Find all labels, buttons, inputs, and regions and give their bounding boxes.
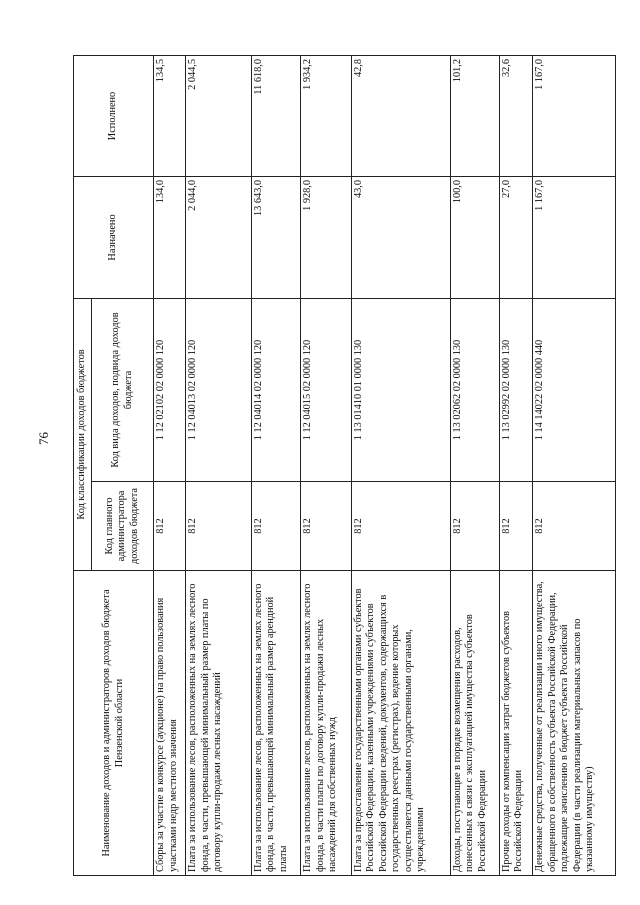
row-name: Сборы за участие в конкурсе (аукционе) на право пользования участками недр местного значения [154, 571, 186, 876]
row-executed: 1 167,0 [533, 55, 616, 176]
rotated-table-container [73, 56, 616, 876]
row-executed: 32,6 [499, 55, 532, 176]
row-admin-code: 812 [251, 482, 300, 571]
row-executed: 134,5 [154, 55, 186, 176]
table-row [533, 55, 616, 875]
row-name: Плата за использование лесов, расположенных на землях лесного фонда, в части, превышающей минимальный размер платы по договору купли-продажи лесных насаждений [186, 571, 251, 876]
row-assigned: 100,0 [450, 176, 499, 298]
row-revenue-code: 1 13 01410 01 0000 130 [351, 298, 450, 481]
row-assigned: 2 044,0 [186, 176, 251, 298]
row-admin-code: 812 [301, 482, 352, 571]
row-executed: 101,2 [450, 55, 499, 176]
table-row [186, 55, 251, 875]
table-row [251, 55, 300, 875]
row-admin-code: 812 [351, 482, 450, 571]
budget-table [73, 55, 616, 876]
row-assigned: 13 643,0 [251, 176, 300, 298]
row-admin-code: 812 [154, 482, 186, 571]
row-revenue-code: 1 14 14022 02 0000 440 [533, 298, 616, 481]
row-revenue-code: 1 12 02102 02 0000 120 [154, 298, 186, 481]
row-executed: 11 618,0 [251, 55, 300, 176]
header-code-group: Код классификации доходов бюджетов [74, 298, 92, 570]
row-admin-code: 812 [533, 482, 616, 571]
row-admin-code: 812 [186, 482, 251, 571]
header-assigned: Назначено [74, 176, 154, 298]
row-executed: 2 044,5 [186, 55, 251, 176]
header-revenue-code: Код вида доходов, подвида доходов бюджета [92, 298, 154, 481]
row-assigned: 134,0 [154, 176, 186, 298]
row-name: Плата за использование лесов, расположенных на землях лесного фонда, в части, превышающей минимальный размер арендной платы [251, 571, 300, 876]
row-name: Плата за предоставление государственными органами субъектов Российской Федерации, казенными учреждениями субъектов Российской Федерации сведений, документов, содержащихся в государственных реестрах (регистрах), ведение которых осуществляется данными государственными органами, учреждениями [351, 571, 450, 876]
header-admin-code: Код главного администратора доходов бюджета [92, 482, 154, 571]
row-revenue-code: 1 12 04014 02 0000 120 [251, 298, 300, 481]
table-row [499, 55, 532, 875]
row-assigned: 1 167,0 [533, 176, 616, 298]
row-revenue-code: 1 13 02062 02 0000 130 [450, 298, 499, 481]
row-assigned: 27,0 [499, 176, 532, 298]
row-name: Доходы, поступающие в порядке возмещения расходов, понесенных в связи с эксплуатацией имущества субъектов Российской Федерации [450, 571, 499, 876]
row-name: Прочие доходы от компенсации затрат бюджетов субъектов Российской Федерации [499, 571, 532, 876]
row-name: Плата за использование лесов, расположенных на землях лесного фонда, в части платы по договору купли-продажи лесных насаждений для собственных нужд [301, 571, 352, 876]
table-row [154, 55, 186, 875]
row-name: Денежные средства, полученные от реализации иного имущества, обращенного в собственность субъекта Российской Федерации, подлежащие зачислению в бюджет субъекта Российской Федерации (в части реализации материальных запасов по указанному имуществу) [533, 571, 616, 876]
row-revenue-code: 1 12 04015 02 0000 120 [301, 298, 352, 481]
header-executed: Исполнено [74, 55, 154, 176]
row-assigned: 43,0 [351, 176, 450, 298]
row-executed: 1 934,2 [301, 55, 352, 176]
table-row [301, 55, 352, 875]
row-revenue-code: 1 13 02992 02 0000 130 [499, 298, 532, 481]
row-revenue-code: 1 12 04013 02 0000 120 [186, 298, 251, 481]
table-row [351, 55, 450, 875]
row-executed: 42,8 [351, 55, 450, 176]
page-number: 76 [36, 432, 51, 445]
table-row [450, 55, 499, 875]
header-name: Наименование доходов и администраторов доходов бюджета Пензенской области [74, 571, 154, 876]
row-admin-code: 812 [450, 482, 499, 571]
row-admin-code: 812 [499, 482, 532, 571]
row-assigned: 1 928,0 [301, 176, 352, 298]
